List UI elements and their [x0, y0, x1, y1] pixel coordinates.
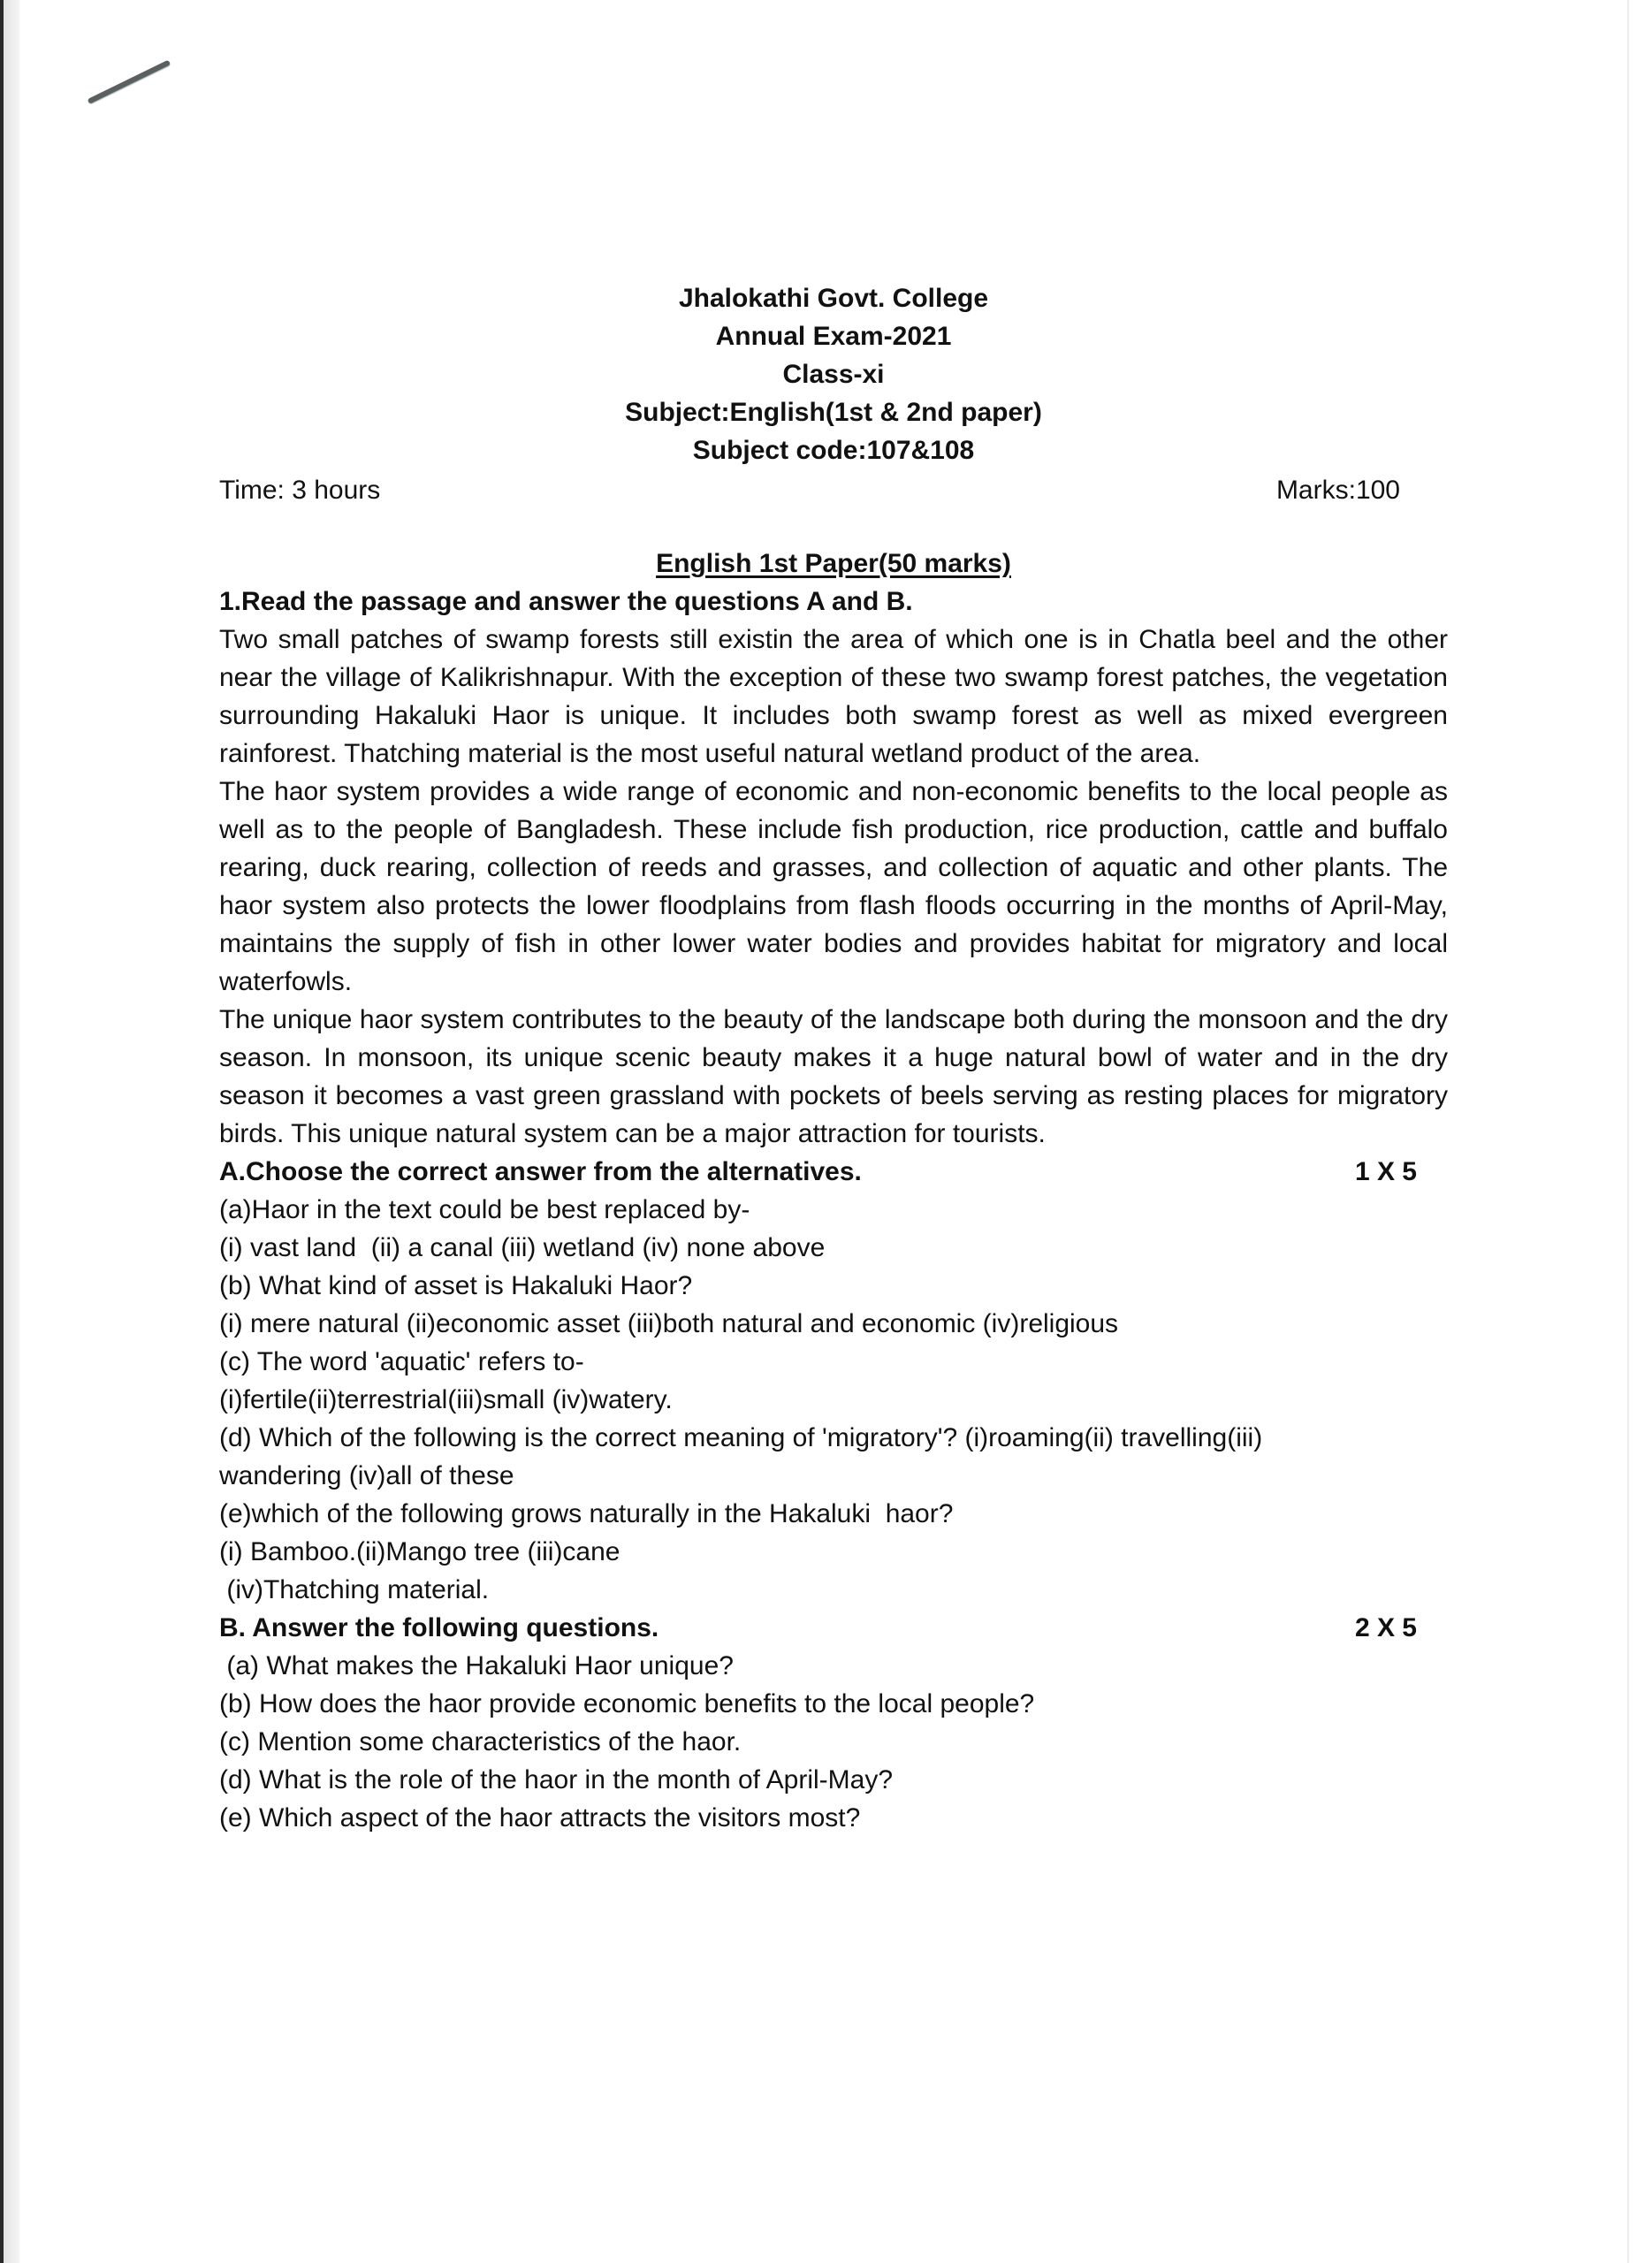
- time-allowed: Time: 3 hours: [219, 476, 381, 505]
- subject-label: Subject:English(1st & 2nd paper): [625, 398, 1042, 427]
- part-b-heading: [219, 1609, 1417, 1647]
- class-label: Class-xi: [782, 360, 885, 389]
- passage-paragraph: The haor system provides a wide range of economic and non-economic benefits to the local people as well as to the people of Bangladesh. These include fish production, rice production, cattle and buffalo rearing, duck rearing, collection of reeds and grasses, and collection of aquatic and other plants. The haor system also protects the lower floodplains from flash floods occurring in the months of April-May, maintains the supply of fish in other lower water bodies and provides habitat for migratory and local waterfowls.: [219, 777, 1448, 996]
- options-line: (i) vast land (ii) a canal (iii) wetland (iv) none above: [219, 1233, 826, 1262]
- question-line: (e) Which aspect of the haor attracts the visitors most?: [219, 1803, 861, 1832]
- options-line: (i) Bamboo.(ii)Mango tree (iii)cane: [219, 1537, 620, 1566]
- exam-header: [219, 279, 1448, 469]
- question-line: (b) What kind of asset is Hakaluki Haor?: [219, 1271, 693, 1300]
- question-line: (a)Haor in the text could be best replaced by-: [219, 1195, 750, 1224]
- part-a-marks: 1 X 5: [1354, 1157, 1417, 1186]
- passage-paragraph: The unique haor system contributes to the beauty of the landscape both during the monsoon and the dry season. In monsoon, its unique scenic beauty makes it a huge natural bowl of water and in the dry season it becomes a vast green grassland with pockets of beels serving as resting places for migratory birds. This unique natural system can be a major attraction for tourists.: [219, 1005, 1448, 1148]
- question-line: (c) The word 'aquatic' refers to-: [219, 1347, 584, 1376]
- scan-shadow-left: [4, 0, 19, 2263]
- part-b-marks: 2 X 5: [1354, 1613, 1417, 1642]
- question-line: (c) Mention some characteristics of the haor.: [219, 1727, 742, 1756]
- question-line: (d) Which of the following is the correct meaning of 'migratory'? (i)roaming(ii) travelling(iii): [219, 1423, 1263, 1452]
- subject-code: Subject code:107&108: [692, 436, 975, 465]
- part-b-questions: [219, 1647, 1448, 1837]
- question-line: (e)which of the following grows naturally in the Hakaluki haor?: [219, 1499, 954, 1528]
- question-line: (a) What makes the Hakaluki Haor unique?: [219, 1651, 734, 1680]
- scan-border-right: [1627, 0, 1629, 2263]
- question-line: (b) How does the haor provide economic benefits to the local people?: [219, 1689, 1035, 1718]
- section-title: English 1st Paper(50 marks): [656, 549, 1011, 578]
- question-title: 1.Read the passage and answer the questions A and B.: [219, 587, 913, 616]
- options-line: wandering (iv)all of these: [219, 1461, 514, 1490]
- options-line: (iv)Thatching material.: [219, 1575, 490, 1604]
- part-a-questions: [219, 1191, 1448, 1609]
- college-name: Jhalokathi Govt. College: [678, 284, 989, 313]
- exam-meta: [219, 471, 1400, 509]
- exam-paper: [219, 279, 1448, 1837]
- part-a-heading: [219, 1153, 1417, 1191]
- question-line: (d) What is the role of the haor in the month of April-May?: [219, 1765, 894, 1794]
- total-marks: Marks:100: [1275, 476, 1400, 505]
- part-a-title: A.Choose the correct answer from the alternatives.: [219, 1157, 862, 1186]
- passage-paragraph: Two small patches of swamp forests still existin the area of which one is in Chatla beel and the other near the village of Kalikrishnapur. With the exception of these two swamp forest patches, the vegetation surrounding Hakaluki Haor is unique. It includes both swamp forest as well as mixed evergreen rainforest. Thatching material is the most useful natural wetland product of the area.: [219, 625, 1448, 768]
- exam-name: Annual Exam-2021: [715, 322, 952, 351]
- options-line: (i) mere natural (ii)economic asset (iii)both natural and economic (iv)religious: [219, 1309, 1119, 1338]
- pen-stroke-mark: [88, 60, 171, 104]
- part-b-title: B. Answer the following questions.: [219, 1613, 659, 1642]
- options-line: (i)fertile(ii)terrestrial(iii)small (iv)watery.: [219, 1385, 673, 1414]
